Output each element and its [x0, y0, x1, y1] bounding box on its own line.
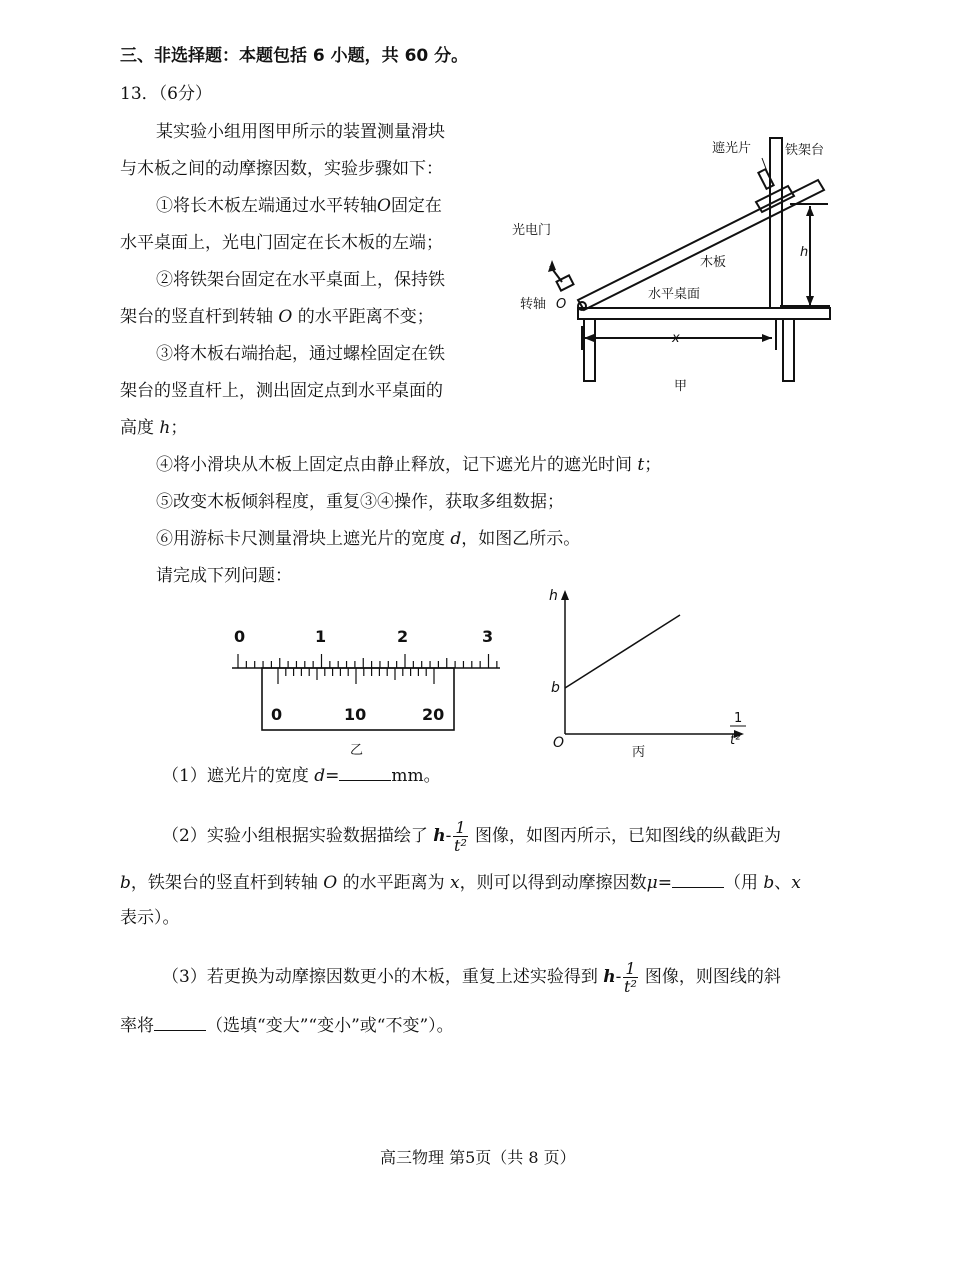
intro-line-1: 某实验小组用图甲所示的装置测量滑块 — [156, 122, 445, 142]
q3-line-1: （3）若更换为动摩擦因数更小的木板，重复上述实验得到 h- $\frac{1}{\text{t²}}$ 图像，则图线的斜 — [162, 959, 781, 996]
stand-pole — [770, 138, 782, 308]
label-muban: 木板 — [700, 255, 727, 270]
label-guangdianmen: 光电门 — [512, 223, 552, 238]
label-O: O — [556, 297, 567, 312]
figure-jia — [500, 128, 840, 398]
step-3-line-2: 架台的竖直杆上，测出固定点到水平桌面的 — [120, 381, 443, 401]
section-heading: 三、非选择题：本题包括 6 小题，共 60 分。 — [120, 46, 469, 66]
step-3-line: ③将木板右端抬起，通过螺栓固定在铁 — [156, 344, 445, 364]
q2-fraction: $\frac{1}{\text{t²}}$ — [454, 818, 467, 855]
caption-jia: 甲 — [674, 379, 688, 394]
q2-line-2: b，铁架台的竖直杆到转轴 O 的水平距离为 x，则可以得到动摩擦因数μ= （用 b、x — [120, 869, 801, 895]
q2-line-3: 表示）。 — [120, 908, 180, 928]
label-zheguangpian: 遮光片 — [712, 141, 752, 156]
q2-line-1: （2）实验小组根据实验数据描绘了 h- $\frac{1}{\text{t²}}$ 图像，如图丙所示，已知图线的纵截距为 — [162, 818, 781, 855]
bing-origin: O — [553, 735, 565, 751]
vernier-label-0: 0 — [271, 705, 283, 724]
step-3-line-3: 高度 h； — [120, 418, 188, 438]
step-1-line-2: 水平桌面上，光电门固定在长木板的左端； — [120, 233, 443, 253]
figure-yi — [222, 618, 512, 763]
caption-yi: 乙 — [350, 743, 364, 758]
q1-line: （1）遮光片的宽度 d= mm。 — [162, 762, 441, 788]
q3-line-2: 率将 （选填“变大”“变小”或“不变”）。 — [120, 1012, 454, 1038]
figure-bing — [540, 584, 760, 764]
data-line — [565, 615, 680, 688]
bing-intercept: b — [551, 680, 560, 696]
vernier-label-20: 20 — [422, 705, 445, 724]
label-x: x — [672, 331, 680, 346]
intro-line-2: 与木板之间的动摩擦因数，实验步骤如下： — [120, 159, 443, 179]
q1-answer-blank[interactable] — [339, 762, 391, 781]
step-6-line: ⑥用游标卡尺测量滑块上遮光片的宽度 d，如图乙所示。 — [156, 529, 581, 549]
bing-x-num: 1 — [734, 711, 743, 726]
step-4-line: ④将小滑块从木板上固定点由静止释放，记下遮光片的遮光时间 t； — [156, 455, 662, 475]
shade-flag — [758, 169, 773, 189]
step-1-line: ①将长木板左端通过水平转轴O固定在 — [156, 196, 442, 216]
table-top — [578, 308, 830, 319]
label-shuipingzhuomian: 水平桌面 — [648, 287, 701, 302]
step-5-line: ⑤改变木板倾斜程度，重复③④操作，获取多组数据； — [156, 492, 564, 512]
main-label-1: 1 — [315, 627, 327, 646]
bing-x-den: t² — [730, 733, 741, 748]
prompt-line: 请完成下列问题： — [156, 566, 292, 586]
step-2-line-2: 架台的竖直杆到转轴 O 的水平距离不变； — [120, 307, 434, 327]
main-label-0: 0 — [234, 627, 246, 646]
q2-answer-blank[interactable] — [672, 869, 724, 888]
label-h: h — [800, 245, 809, 260]
table-leg-left — [584, 319, 595, 381]
main-label-3: 3 — [482, 627, 494, 646]
table-leg-right — [783, 319, 794, 381]
q3-fraction: $\frac{1}{\text{t²}}$ — [624, 959, 637, 996]
step-2-line: ②将铁架台固定在水平桌面上，保持铁 — [156, 270, 445, 290]
label-tiejiatai: 铁架台 — [785, 143, 825, 158]
vernier-label-10: 10 — [344, 705, 367, 724]
main-label-2: 2 — [397, 627, 409, 646]
bing-y-label: h — [549, 588, 558, 604]
label-zhuanzhou: 转轴 — [520, 297, 547, 312]
q3-answer-blank[interactable] — [154, 1012, 206, 1031]
question-number: 13．（6分） — [120, 84, 212, 104]
page-footer: 高三物理 第5页（共 8 页） — [380, 1148, 576, 1167]
caption-bing: 丙 — [632, 745, 646, 760]
